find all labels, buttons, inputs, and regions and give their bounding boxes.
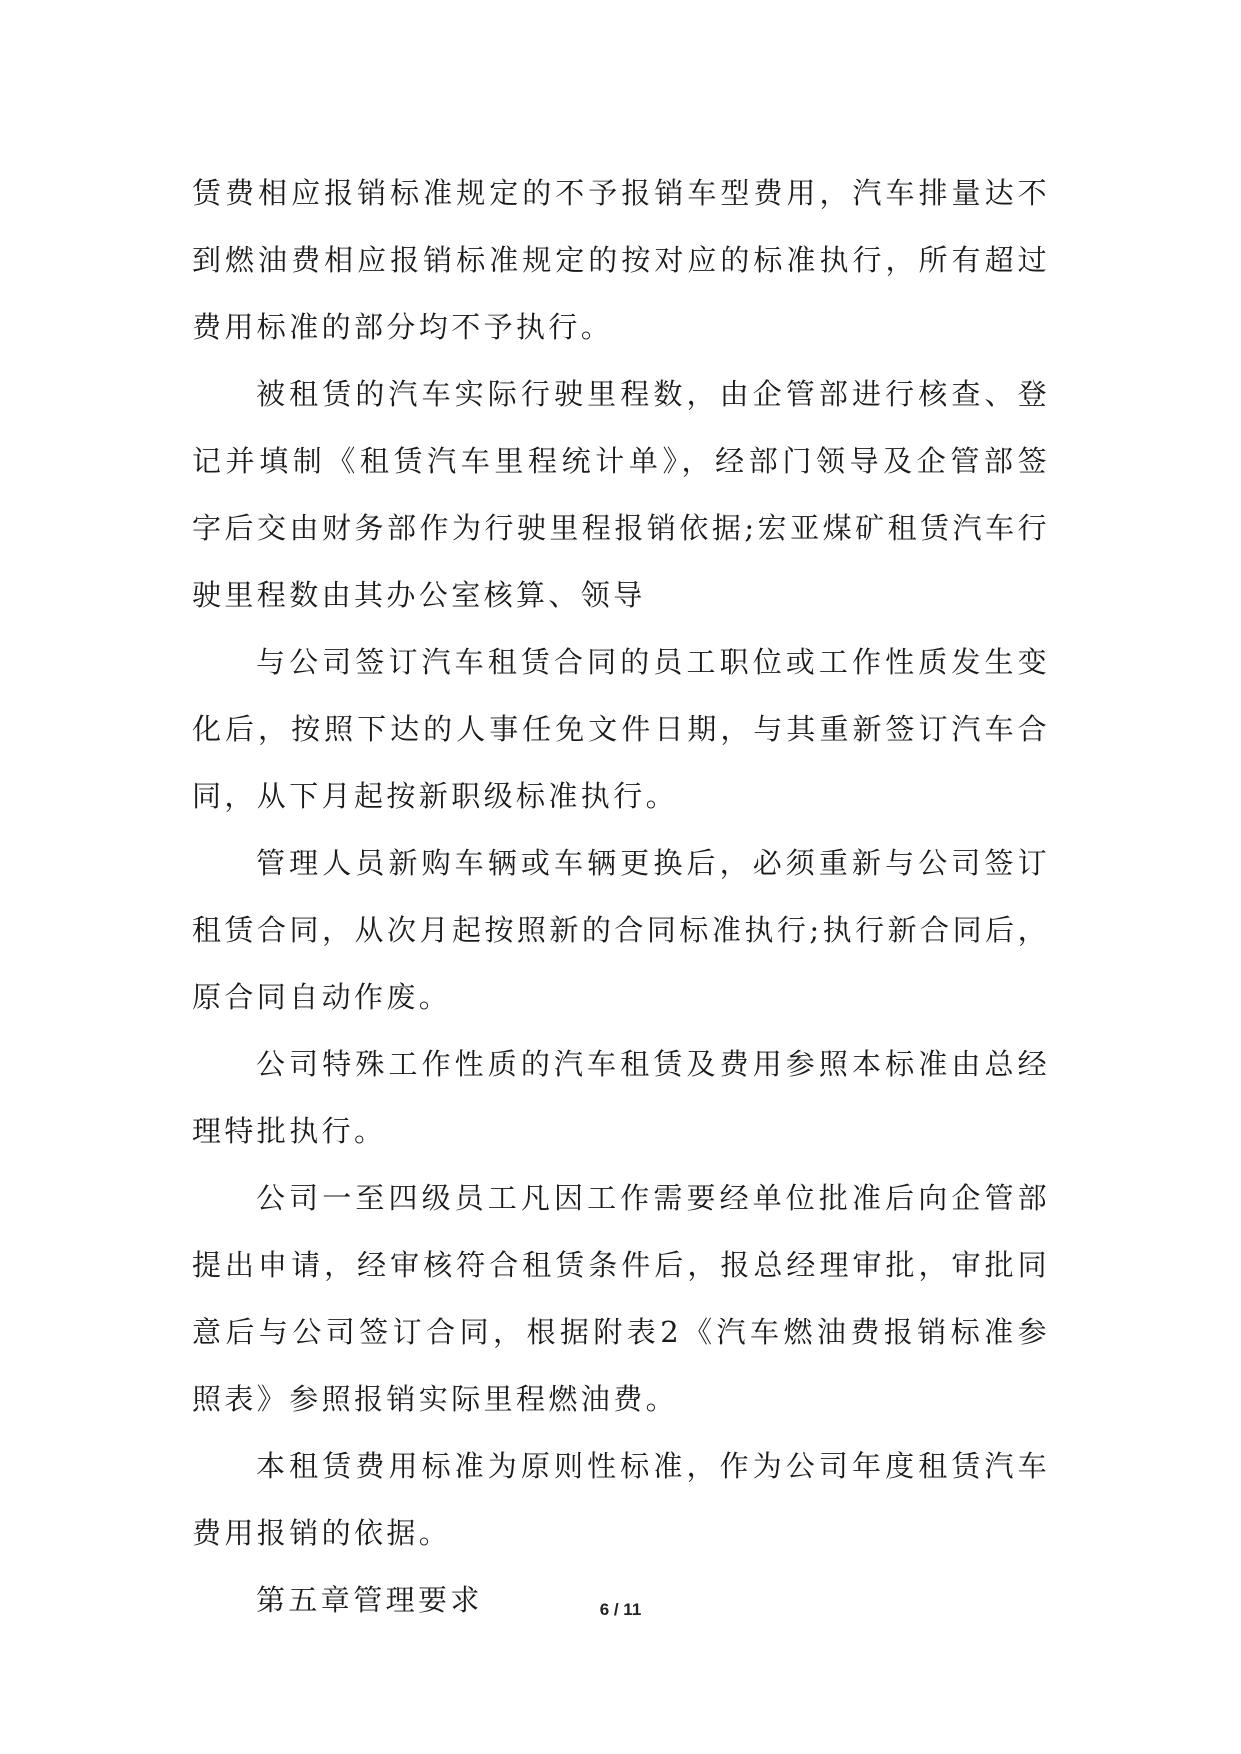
paragraph-position-change: 与公司签订汽车租赁合同的员工职位或工作性质发生变化后，按照下达的人事任免文件日期，与其重新签订汽车合同，从下月起按新职级标准执行。 bbox=[192, 645, 1050, 813]
paragraph-standard-principle: 本租赁费用标准为原则性标准，作为公司年度租赁汽车费用报销的依据。 bbox=[192, 1449, 1050, 1550]
paragraph-special-approval: 公司特殊工作性质的汽车租赁及费用参照本标准由总经理特批执行。 bbox=[192, 1047, 1050, 1148]
page-number: 6 / 11 bbox=[599, 1600, 642, 1619]
paragraph-continuation: 赁费相应报销标准规定的不予报销车型费用，汽车排量达不到燃油费相应报销标准规定的按对应的标准执行，所有超过费用标准的部分均不予执行。 bbox=[192, 176, 1050, 344]
paragraph-vehicle-replacement: 管理人员新购车辆或车辆更换后，必须重新与公司签订租赁合同，从次月起按照新的合同标准执行;执行新合同后，原合同自动作废。 bbox=[192, 846, 1050, 1014]
paragraph-staff-application: 公司一至四级员工凡因工作需要经单位批准后向企管部提出申请，经审核符合租赁条件后，报总经理审批，审批同意后与公司签订合同，根据附表2《汽车燃油费报销标准参照表》参照报销实际里程燃油费。 bbox=[192, 1181, 1050, 1416]
paragraph-mileage-check: 被租赁的汽车实际行驶里程数，由企管部进行核查、登记并填制《租赁汽车里程统计单》，经部门领导及企管部签字后交由财务部作为行驶里程报销依据;宏亚煤矿租赁汽车行驶里程数由其办公室核算、领导 bbox=[192, 377, 1050, 612]
chapter-heading: 第五章管理要求 bbox=[256, 1583, 483, 1617]
document-body bbox=[192, 160, 1050, 1634]
